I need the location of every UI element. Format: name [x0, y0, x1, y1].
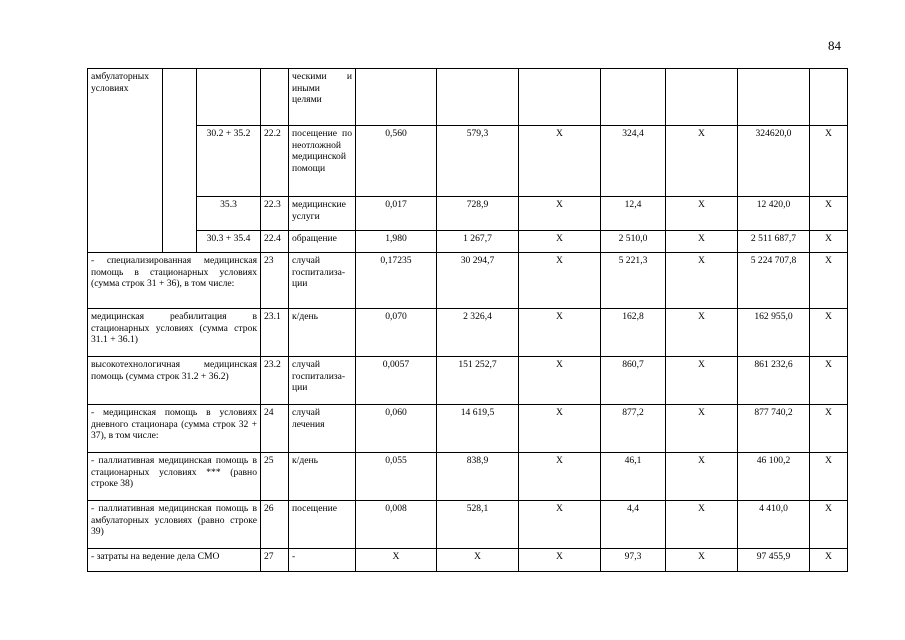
- cell-value: X: [519, 453, 601, 501]
- row-unit: к/день: [289, 309, 356, 357]
- cell-value: 0,055: [356, 453, 437, 501]
- cell-value: X: [519, 405, 601, 453]
- cell-value: 877,2: [601, 405, 666, 453]
- row-unit: случай госпитализа-ции: [289, 357, 356, 405]
- row-code: 26: [261, 501, 289, 549]
- row-code: 23.2: [261, 357, 289, 405]
- row-code: 25: [261, 453, 289, 501]
- cell-value: 12 420,0: [738, 197, 810, 231]
- cell-value: 5 221,3: [601, 253, 666, 309]
- cell-value: 46 100,2: [738, 453, 810, 501]
- cell-value: 579,3: [437, 126, 519, 197]
- cell-value: X: [519, 309, 601, 357]
- row-description: амбулаторных условиях: [88, 69, 163, 253]
- cell-value: 12,4: [601, 197, 666, 231]
- row-unit: случай лечения: [289, 405, 356, 453]
- row-unit: к/день: [289, 453, 356, 501]
- row-unit: посещение по неотложной медицинской помощи: [289, 126, 356, 197]
- cell-value: [601, 69, 666, 126]
- row-unit: случай госпитализа-ции: [289, 253, 356, 309]
- row-code: 23: [261, 253, 289, 309]
- row-formula: 30.2 + 35.2: [197, 126, 261, 197]
- row-code: 23.1: [261, 309, 289, 357]
- cell-value: 1 267,7: [437, 231, 519, 253]
- cell-value: X: [810, 309, 848, 357]
- cell-value: 2 511 687,7: [738, 231, 810, 253]
- row-description: медицинская реабилитация в стационарных условиях (сумма строк 31.1 + 36.1): [88, 309, 261, 357]
- cell-value: X: [666, 253, 738, 309]
- row-code: 27: [261, 549, 289, 572]
- row-code: [261, 69, 289, 126]
- empty-cell: [163, 69, 197, 253]
- page-number: 84: [828, 38, 841, 53]
- cell-value: 0,017: [356, 197, 437, 231]
- table-row: [88, 549, 848, 572]
- cell-value: X: [519, 126, 601, 197]
- row-unit: медицинские услуги: [289, 197, 356, 231]
- cell-value: X: [519, 253, 601, 309]
- cell-value: X: [666, 453, 738, 501]
- cell-value: 2 326,4: [437, 309, 519, 357]
- cell-value: X: [810, 501, 848, 549]
- row-description: - медицинская помощь в условиях дневного стационара (сумма строк 32 + 37), в том числе:: [88, 405, 261, 453]
- cell-value: X: [810, 126, 848, 197]
- cell-value: 4,4: [601, 501, 666, 549]
- cell-value: X: [810, 549, 848, 572]
- row-formula: 35.3: [197, 197, 261, 231]
- cell-value: [356, 69, 437, 126]
- cell-value: 528,1: [437, 501, 519, 549]
- row-code: 24: [261, 405, 289, 453]
- cell-value: X: [666, 231, 738, 253]
- table-row: [88, 126, 848, 197]
- cell-value: 324,4: [601, 126, 666, 197]
- cell-value: 861 232,6: [738, 357, 810, 405]
- row-description: - затраты на ведение дела СМО: [88, 549, 261, 572]
- row-unit: -: [289, 549, 356, 572]
- cell-value: X: [666, 501, 738, 549]
- row-description: - паллиативная медицинская помощь в амбулаторных условиях (равно строке 39): [88, 501, 261, 549]
- cell-value: 0,17235: [356, 253, 437, 309]
- cell-value: 46,1: [601, 453, 666, 501]
- row-formula: 30.3 + 35.4: [197, 231, 261, 253]
- cell-value: 728,9: [437, 197, 519, 231]
- row-unit: ческими и иными целями: [289, 69, 356, 126]
- cell-value: 162 955,0: [738, 309, 810, 357]
- cell-value: [519, 69, 601, 126]
- cell-value: 0,008: [356, 501, 437, 549]
- cell-value: 4 410,0: [738, 501, 810, 549]
- cell-value: 5 224 707,8: [738, 253, 810, 309]
- cell-value: 0,0057: [356, 357, 437, 405]
- cell-value: [738, 69, 810, 126]
- cell-value: X: [519, 197, 601, 231]
- row-formula: [197, 69, 261, 126]
- table-row: [88, 453, 848, 501]
- cell-value: 30 294,7: [437, 253, 519, 309]
- cell-value: 162,8: [601, 309, 666, 357]
- cell-value: 97,3: [601, 549, 666, 572]
- cell-value: X: [437, 549, 519, 572]
- cell-value: X: [810, 453, 848, 501]
- cell-value: X: [666, 197, 738, 231]
- cell-value: 860,7: [601, 357, 666, 405]
- row-unit: посещение: [289, 501, 356, 549]
- row-code: 22.3: [261, 197, 289, 231]
- row-unit: обращение: [289, 231, 356, 253]
- cell-value: X: [666, 549, 738, 572]
- row-code: 22.2: [261, 126, 289, 197]
- table-row: [88, 231, 848, 253]
- cell-value: 0,060: [356, 405, 437, 453]
- cell-value: 877 740,2: [738, 405, 810, 453]
- table-row: [88, 501, 848, 549]
- cell-value: 1,980: [356, 231, 437, 253]
- cell-value: 2 510,0: [601, 231, 666, 253]
- row-description: - специализированная медицинская помощь в стационарных условиях (сумма строк 31 + 36), в том числе:: [88, 253, 261, 309]
- cell-value: [666, 69, 738, 126]
- cell-value: X: [666, 309, 738, 357]
- cell-value: 97 455,9: [738, 549, 810, 572]
- cell-value: 0,070: [356, 309, 437, 357]
- table-row: [88, 69, 848, 126]
- cell-value: X: [810, 253, 848, 309]
- cell-value: 838,9: [437, 453, 519, 501]
- row-description: высокотехнологичная медицинская помощь (сумма строк 31.2 + 36.2): [88, 357, 261, 405]
- cell-value: X: [810, 231, 848, 253]
- cell-value: X: [519, 549, 601, 572]
- table-row: [88, 405, 848, 453]
- cell-value: 151 252,7: [437, 357, 519, 405]
- row-description: - паллиативная медицинская помощь в стационарных условиях *** (равно строке 38): [88, 453, 261, 501]
- cell-value: 324620,0: [738, 126, 810, 197]
- cell-value: X: [666, 126, 738, 197]
- cell-value: [437, 69, 519, 126]
- cell-value: [810, 69, 848, 126]
- cell-value: 14 619,5: [437, 405, 519, 453]
- table-row: [88, 253, 848, 309]
- cell-value: 0,560: [356, 126, 437, 197]
- cell-value: X: [810, 357, 848, 405]
- row-code: 22.4: [261, 231, 289, 253]
- tariff-table: [87, 68, 848, 572]
- cell-value: X: [810, 405, 848, 453]
- table-row: [88, 357, 848, 405]
- table-row: [88, 197, 848, 231]
- cell-value: X: [356, 549, 437, 572]
- table-row: [88, 309, 848, 357]
- cell-value: X: [519, 501, 601, 549]
- cell-value: X: [810, 197, 848, 231]
- cell-value: X: [519, 357, 601, 405]
- cell-value: X: [519, 231, 601, 253]
- cell-value: X: [666, 357, 738, 405]
- cell-value: X: [666, 405, 738, 453]
